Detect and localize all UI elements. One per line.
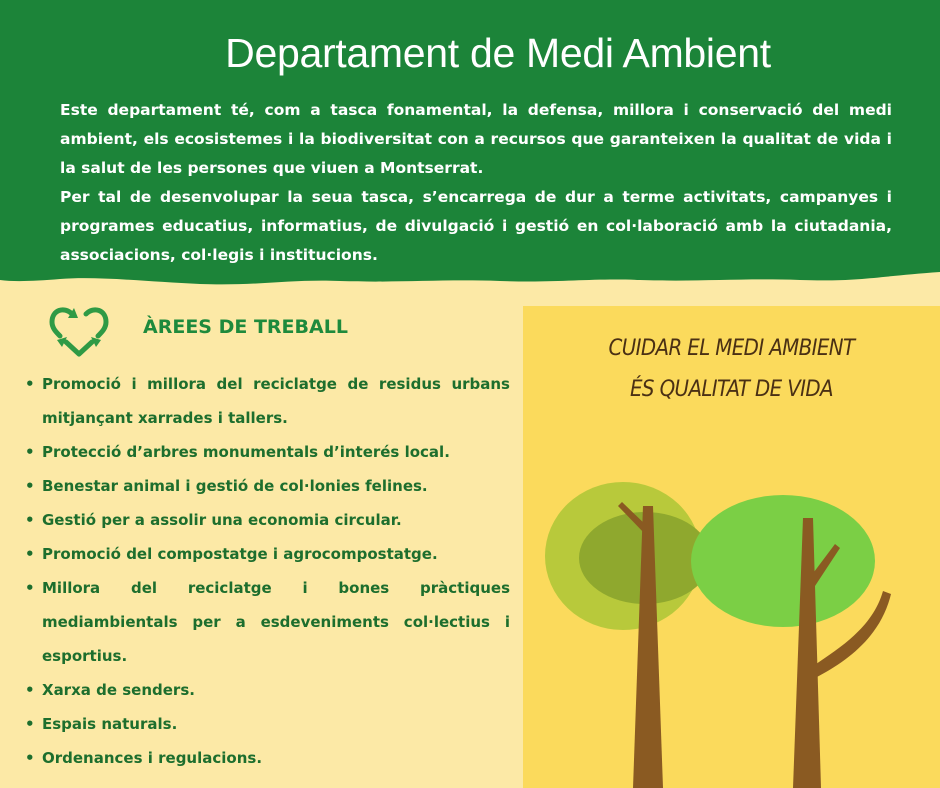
- list-item: • Xarxa de senders.: [42, 673, 510, 707]
- list-item: • Promoció i millora del reciclatge de residus urbans mitjançant xarrades i tallers.: [42, 367, 510, 435]
- areas-list: [42, 367, 510, 775]
- list-item: • Promoció del compostatge i agrocompostatge.: [42, 537, 510, 571]
- list-item: • Protecció d’arbres monumentals d’interés local.: [42, 435, 510, 469]
- list-item: • Millora del reciclatge i bones pràctiques mediambientals per a esdeveniments col·lectius i esportius.: [42, 571, 510, 673]
- section-heading: ÀREES DE TREBALL: [143, 316, 348, 338]
- slogan-line: CUIDAR EL MEDI AMBIENT: [608, 336, 855, 361]
- slogan-line: ÉS QUALITAT DE VIDA: [630, 377, 833, 402]
- intro-paragraph: Per tal de desenvolupar la seua tasca, s’encarrega de dur a terme activitats, campanyes i programes educatius, informatius, de divulgació i gestió en col·laboració amb la ciutadania, associacions, col·legis i institucions.: [60, 188, 892, 264]
- intro-paragraph: Este departament té, com a tasca fonamental, la defensa, millora i conservació del medi ambient, els ecosistemes i la biodiversitat con a recursos que garanteixen la qualitat de vida i la salut de les persones que viuen a Montserrat.: [60, 101, 892, 177]
- slogan-poster: [523, 306, 940, 788]
- slogan-text: [523, 328, 940, 410]
- page-title: Departament de Medi Ambient: [225, 30, 771, 76]
- list-item: • Ordenances i regulacions.: [42, 741, 510, 775]
- recycle-heart-icon: [48, 304, 110, 358]
- intro-text: [60, 96, 892, 270]
- list-item: • Benestar animal i gestió de col·lonies felines.: [42, 469, 510, 503]
- list-item: • Gestió per a assolir una economia circular.: [42, 503, 510, 537]
- list-item: • Espais naturals.: [42, 707, 510, 741]
